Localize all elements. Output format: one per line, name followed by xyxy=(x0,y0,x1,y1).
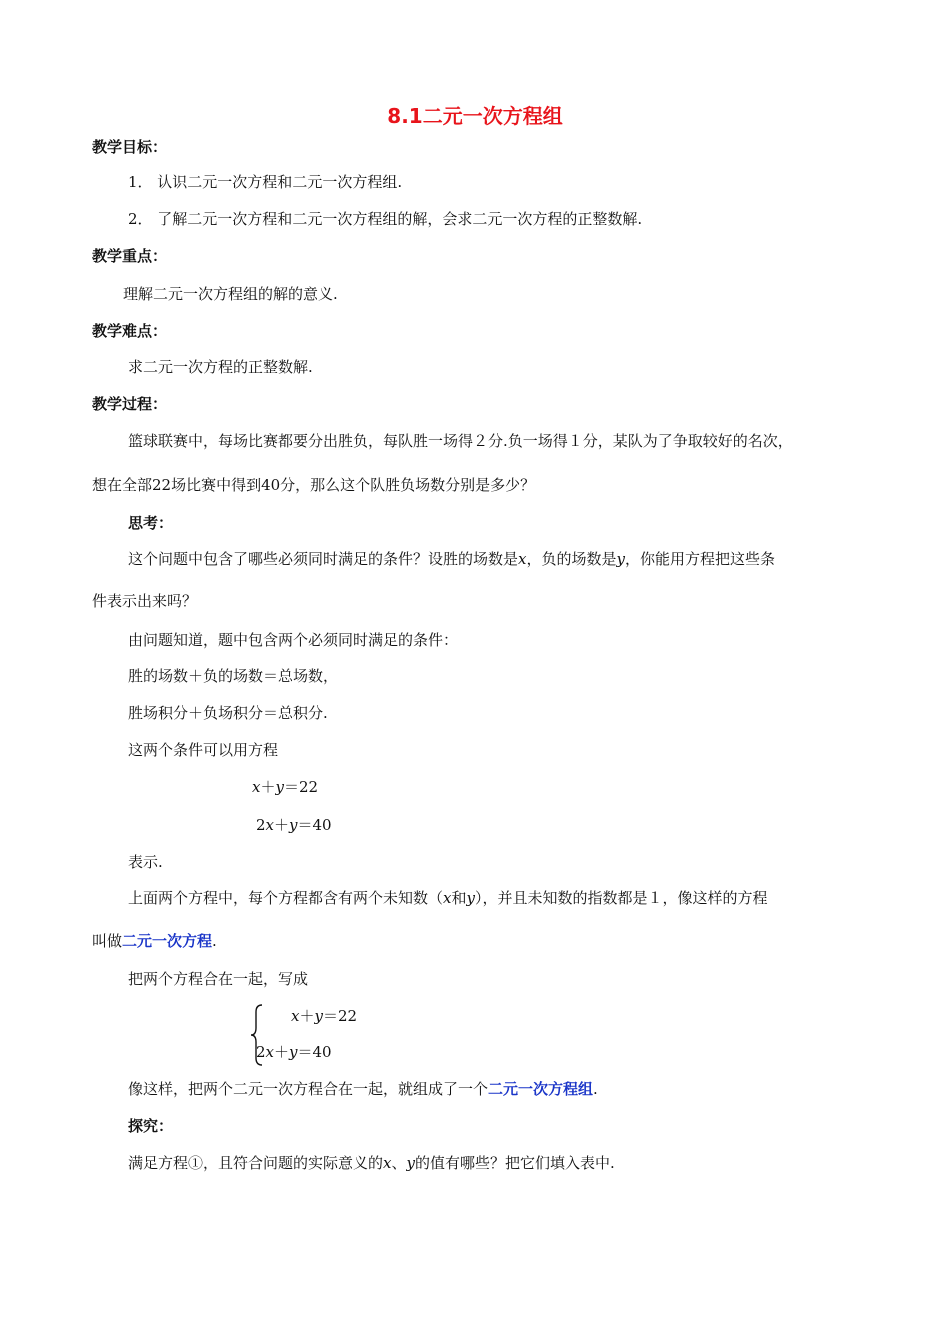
sys-eq2-coef: 2 xyxy=(256,1043,266,1061)
p9-text-a: 满足方程①，且符合问题的实际意义的 xyxy=(128,1154,384,1172)
paragraph-1-line-2: 想在全部22场比赛中得到40分，那么这个队胜负场数分别是多少？ xyxy=(92,476,536,494)
p2-text-a: 这个问题中包含了哪些必须同时满足的条件？设胜的场数是 xyxy=(128,550,519,568)
paragraph-2-line-2: 件表示出来吗？ xyxy=(92,592,198,610)
paragraph-2-line-1 xyxy=(128,548,775,570)
sys-eq1-y: y xyxy=(314,1007,323,1025)
sys-eq2-plus: ＋ xyxy=(274,1043,290,1061)
condition-2: 胜场积分＋负场积分＝总积分. xyxy=(128,704,328,722)
p9-var-y: y xyxy=(406,1154,415,1172)
doc-title: 8.1二元一次方程组 xyxy=(387,104,563,128)
term-linear-system: 二元一次方程组 xyxy=(488,1080,594,1098)
sys-eq1-rhs: ＝22 xyxy=(322,1007,358,1025)
paragraph-3: 由问题知道，题中包含两个必须同时满足的条件： xyxy=(128,631,459,649)
p6-and: 和 xyxy=(451,889,467,907)
think-heading: 思考： xyxy=(128,514,174,532)
difficulty-heading: 教学难点： xyxy=(92,322,168,340)
p9-sep: 、 xyxy=(391,1154,407,1172)
difficulty-text: 求二元一次方程的正整数解. xyxy=(128,358,313,376)
p9-var-x: x xyxy=(383,1154,392,1172)
sys-eq2-rhs: ＝40 xyxy=(297,1043,332,1061)
p2-text-c: ，你能用方程把这些条 xyxy=(624,550,775,568)
paragraph-9 xyxy=(128,1152,615,1174)
term-linear-equation: 二元一次方程 xyxy=(122,932,213,950)
p2-var-y: y xyxy=(616,550,625,568)
eq2-y: y xyxy=(289,816,298,834)
paragraph-5: 表示. xyxy=(128,853,163,871)
eq1-x: x xyxy=(252,778,261,796)
eq1-plus: ＋ xyxy=(260,778,276,796)
eq2-coef: 2 xyxy=(256,816,266,834)
p8-period: . xyxy=(593,1080,598,1098)
p6-var-y: y xyxy=(466,889,475,907)
paragraph-6-line-1 xyxy=(128,887,768,909)
explore-heading: 探究： xyxy=(128,1117,174,1135)
eq2-rhs: ＝40 xyxy=(297,816,332,834)
p6-text-c: 叫做 xyxy=(92,932,123,950)
key-text: 理解二元一次方程组的解的意义. xyxy=(123,285,338,303)
eq1-y: y xyxy=(275,778,284,796)
eq2-x: x xyxy=(265,816,275,834)
paragraph-4: 这两个条件可以用方程 xyxy=(128,741,279,759)
sys-eq1-x: x xyxy=(291,1007,300,1025)
p6-text-a: 上面两个方程中，每个方程都含有两个未知数（ xyxy=(128,889,444,907)
equation-1 xyxy=(252,776,318,798)
goal-1: 1． 认识二元一次方程和二元一次方程组. xyxy=(128,173,403,191)
sys-eq2-y: y xyxy=(289,1043,298,1061)
paragraph-6-line-2 xyxy=(92,930,217,952)
process-heading: 教学过程： xyxy=(92,395,168,413)
paragraph-8 xyxy=(128,1078,598,1100)
p8-text-a: 像这样，把两个二元一次方程合在一起，就组成了一个 xyxy=(128,1080,489,1098)
system-equation-1 xyxy=(291,1005,357,1027)
p2-var-x: x xyxy=(518,550,527,568)
p2-text-b: ，负的场数是 xyxy=(526,550,617,568)
goal-2: 2． 了解二元一次方程和二元一次方程组的解，会求二元一次方程的正整数解. xyxy=(128,210,643,228)
p9-text-b: 的值有哪些？把它们填入表中. xyxy=(414,1154,615,1172)
paragraph-7: 把两个方程合在一起，写成 xyxy=(128,970,309,988)
p6-period: . xyxy=(212,932,217,950)
p6-var-x: x xyxy=(443,889,452,907)
p6-text-b: ），并且未知数的指数都是１，像这样的方程 xyxy=(474,889,768,907)
key-heading: 教学重点： xyxy=(92,247,168,265)
system-equation-2 xyxy=(256,1041,332,1063)
sys-eq1-plus: ＋ xyxy=(299,1007,315,1025)
eq2-plus: ＋ xyxy=(274,816,290,834)
paragraph-1-line-1: 篮球联赛中，每场比赛都要分出胜负，每队胜一场得２分.负一场得１分，某队为了争取较好的名次， xyxy=(128,432,793,450)
goals-heading: 教学目标： xyxy=(92,138,168,156)
eq1-rhs: ＝22 xyxy=(283,778,319,796)
condition-1: 胜的场数＋负的场数＝总场数， xyxy=(128,667,339,685)
sys-eq2-x: x xyxy=(265,1043,275,1061)
equation-2 xyxy=(256,814,332,836)
